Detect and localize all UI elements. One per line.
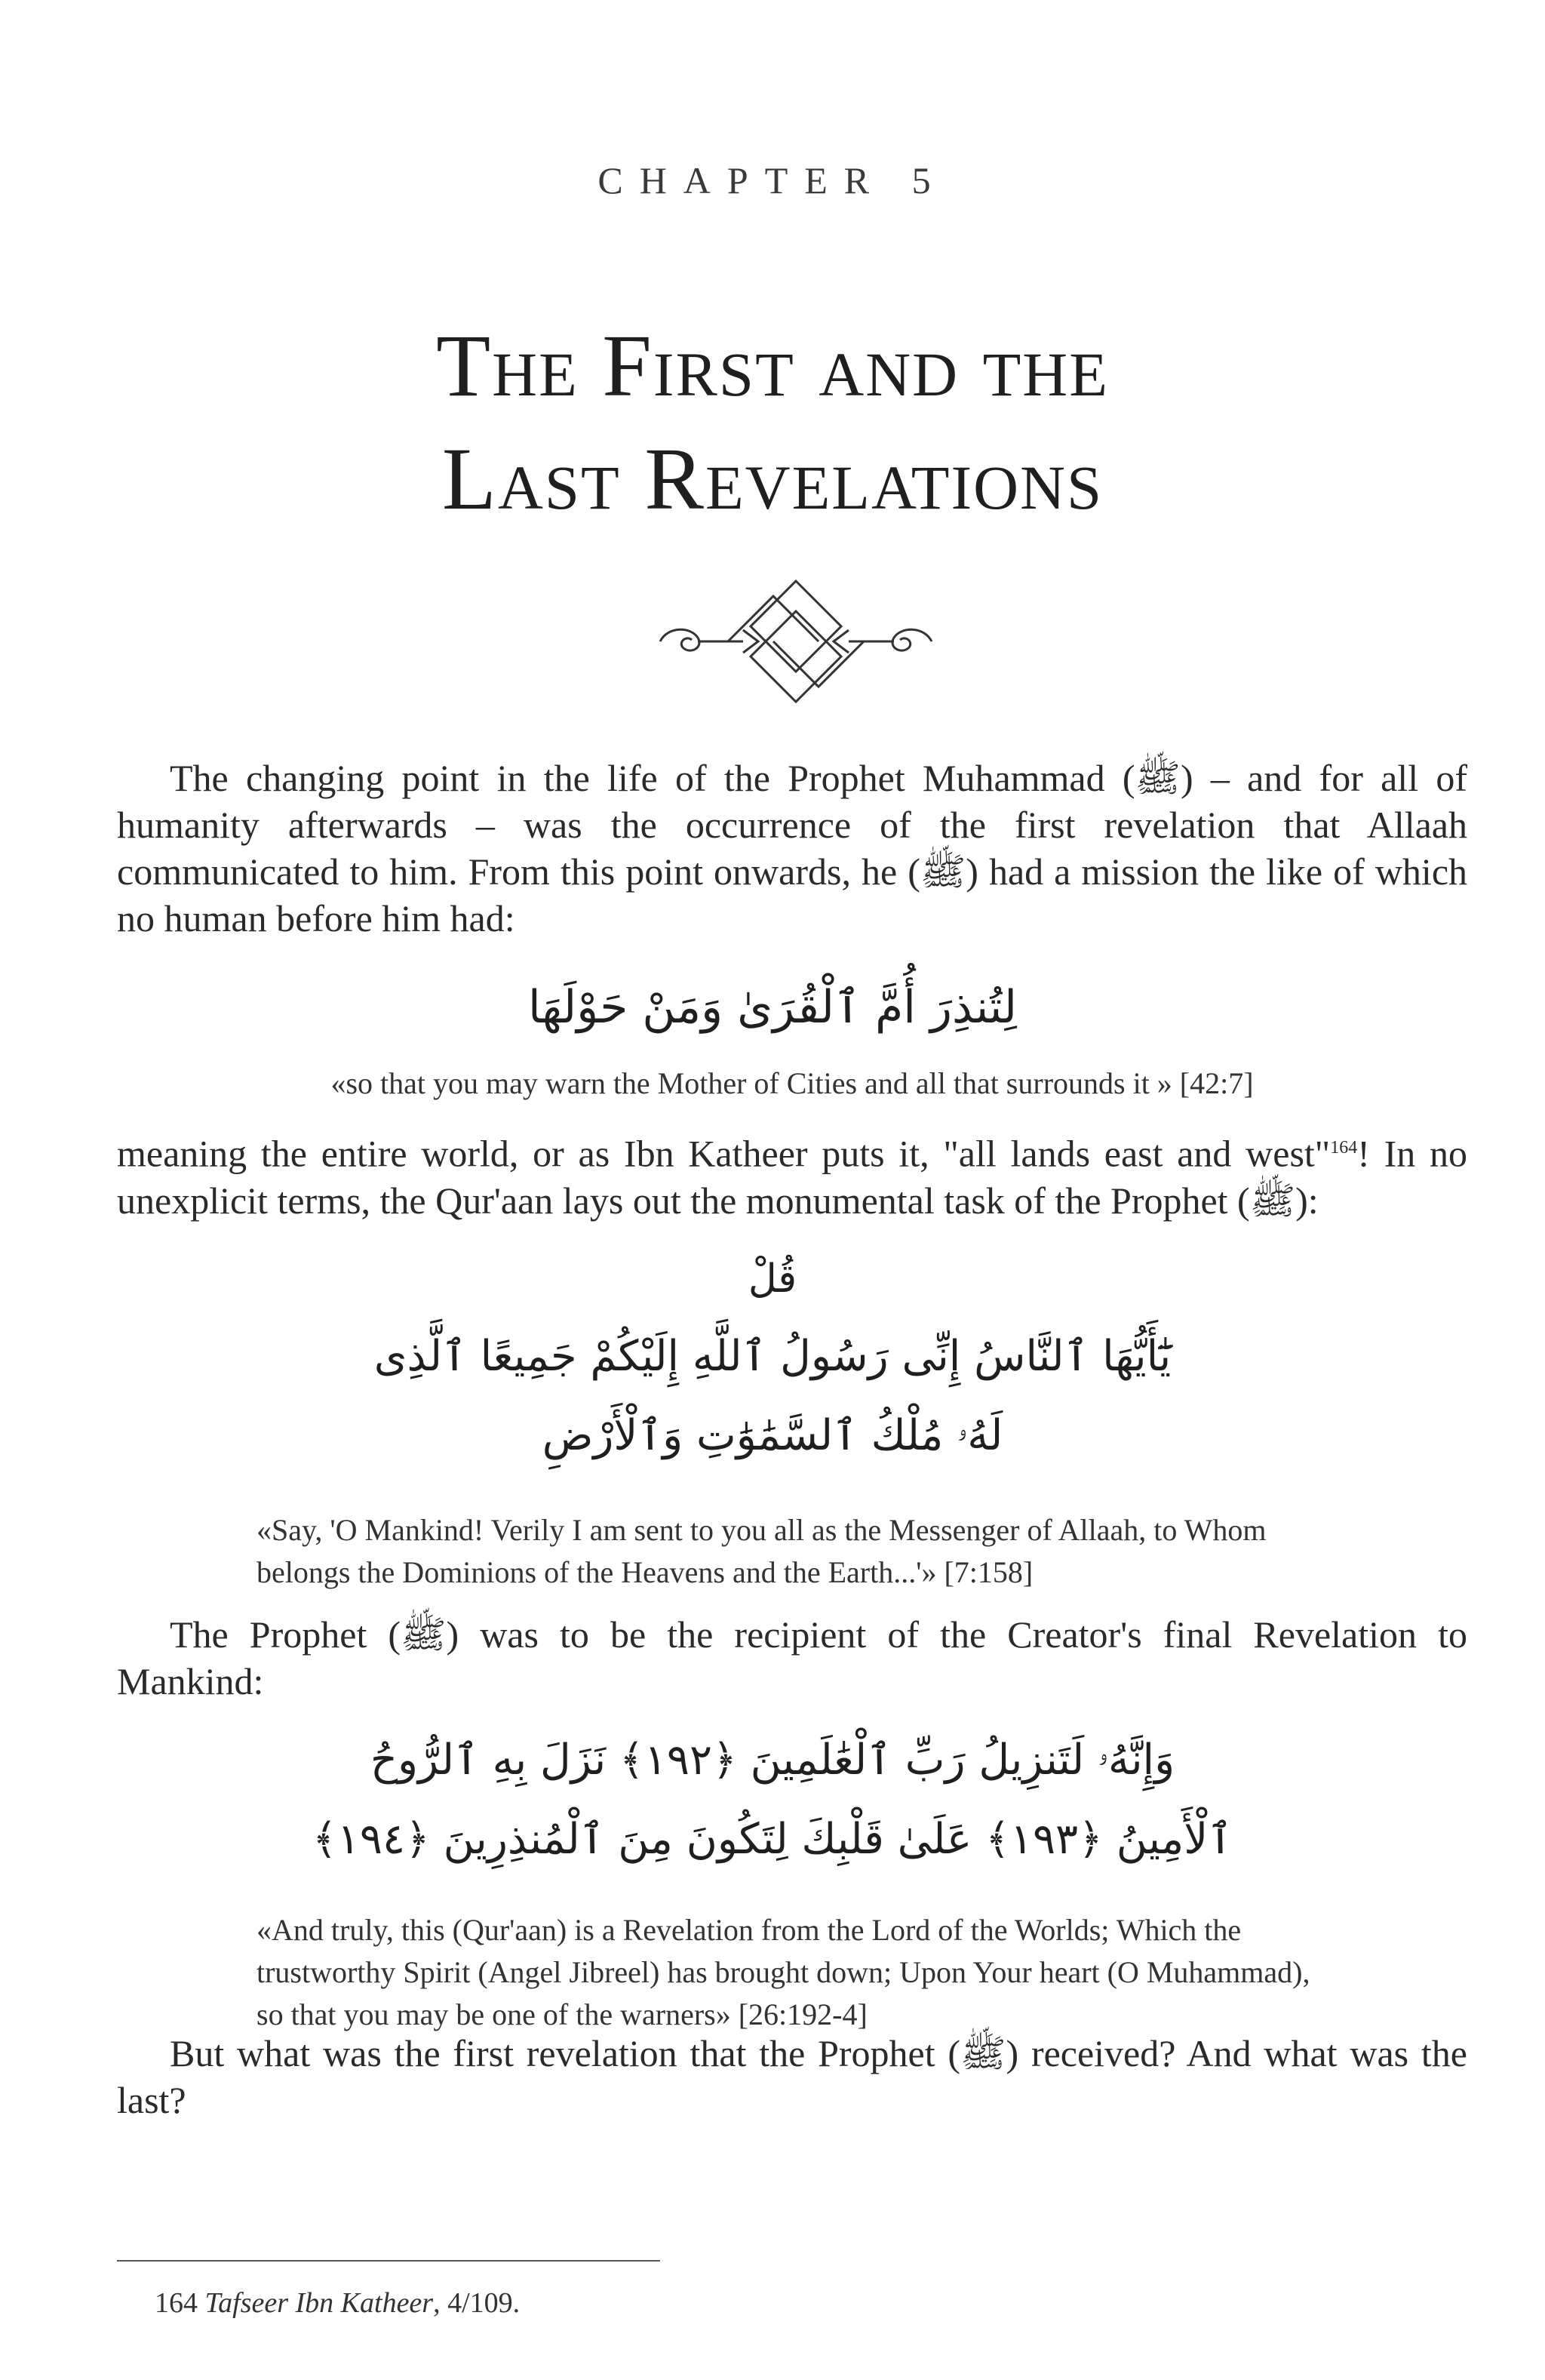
paragraph-4: But what was the first revelation that the Prophet (ﷺ) received? And what was the last? xyxy=(117,2032,1467,2121)
paragraph-2-text-b: ! In no unexplicit terms, the Qur'aan lays out the monumental task of the Prophet (ﷺ): xyxy=(117,1132,1467,1222)
arabic-verse-7-158-line1: قُلْ xyxy=(748,1256,797,1302)
footnote-ref: , 4/109. xyxy=(433,2287,521,2319)
decorative-knot-ornament-icon xyxy=(645,566,947,717)
paragraph-2 xyxy=(117,1124,1467,1224)
arabic-verse-42-7: لِتُنذِرَ أُمَّ ٱلْقُرَىٰ وَمَنْ حَوْلَهَا xyxy=(527,981,1018,1034)
paragraph-1: The changing point in the life of the Prophet Muhammad (ﷺ) – and for all of humanity afterwards – was the occurrence of the first revelation that Allaah communicated to him. From this point onwards, he (ﷺ) had a mission the like of which no human before him had: xyxy=(117,757,1468,939)
quote-42-7: «so that you may warn the Mother of Cities and all that surrounds it » [42:7] xyxy=(330,1066,1254,1100)
footnote-divider xyxy=(117,2260,660,2262)
arabic-verse-26-192-line2: ٱلْأَمِينُ ﴿١٩٣﴾ عَلَىٰ قَلْبِكَ لِتَكُونَ مِنَ ٱلْمُنذِرِينَ ﴿١٩٤﴾ xyxy=(312,1815,1233,1864)
footnote-number: 164 xyxy=(155,2287,198,2319)
chapter-title-line1: The First and the xyxy=(436,316,1109,415)
quote-7-158: «Say, 'O Mankind! Verily I am sent to you all as the Messenger of Allaah, to Whom belongs the Dominions of the Heavens and the Earth...'» [7:158] xyxy=(256,1513,1267,1589)
chapter-label: CHAPTER 5 xyxy=(597,159,948,201)
quote-26-192: «And truly, this (Qur'aan) is a Revelation from the Lord of the Worlds; Which the trustworthy Spirit (Angel Jibreel) has brought down; Upon Your heart (O Muhammad), so that you may be one of the warners» [26:192-4] xyxy=(256,1913,1310,2031)
arabic-verse-7-158-line2: يَٰٓأَيُّهَا ٱلنَّاسُ إِنِّى رَسُولُ ٱللَّهِ إِلَيْكُمْ جَمِيعًا ٱلَّذِى xyxy=(373,1332,1172,1381)
footnote xyxy=(155,2286,520,2320)
paragraph-3: The Prophet (ﷺ) was to be the recipient of the Creator's final Revelation to Mankind: xyxy=(117,1613,1467,1702)
paragraph-2-text-a: meaning the entire world, or as Ibn Katheer puts it, "all lands east and west" xyxy=(117,1132,1331,1175)
footnote-title: Tafseer Ibn Katheer xyxy=(204,2287,434,2319)
arabic-verse-7-158-line3: لَهُۥ مُلْكُ ٱلسَّمَٰوَٰتِ وَٱلْأَرْضِ xyxy=(542,1411,1003,1460)
arabic-verse-26-192-line1: وَإِنَّهُۥ لَتَنزِيلُ رَبِّ ٱلْعَٰلَمِينَ ﴿١٩٢﴾ نَزَلَ بِهِ ٱلرُّوحُ xyxy=(370,1736,1175,1785)
chapter-title-line2: Last Revelations xyxy=(441,429,1104,528)
chapter-title xyxy=(0,309,1545,536)
footnote-marker[interactable]: 164 xyxy=(1330,1138,1358,1158)
